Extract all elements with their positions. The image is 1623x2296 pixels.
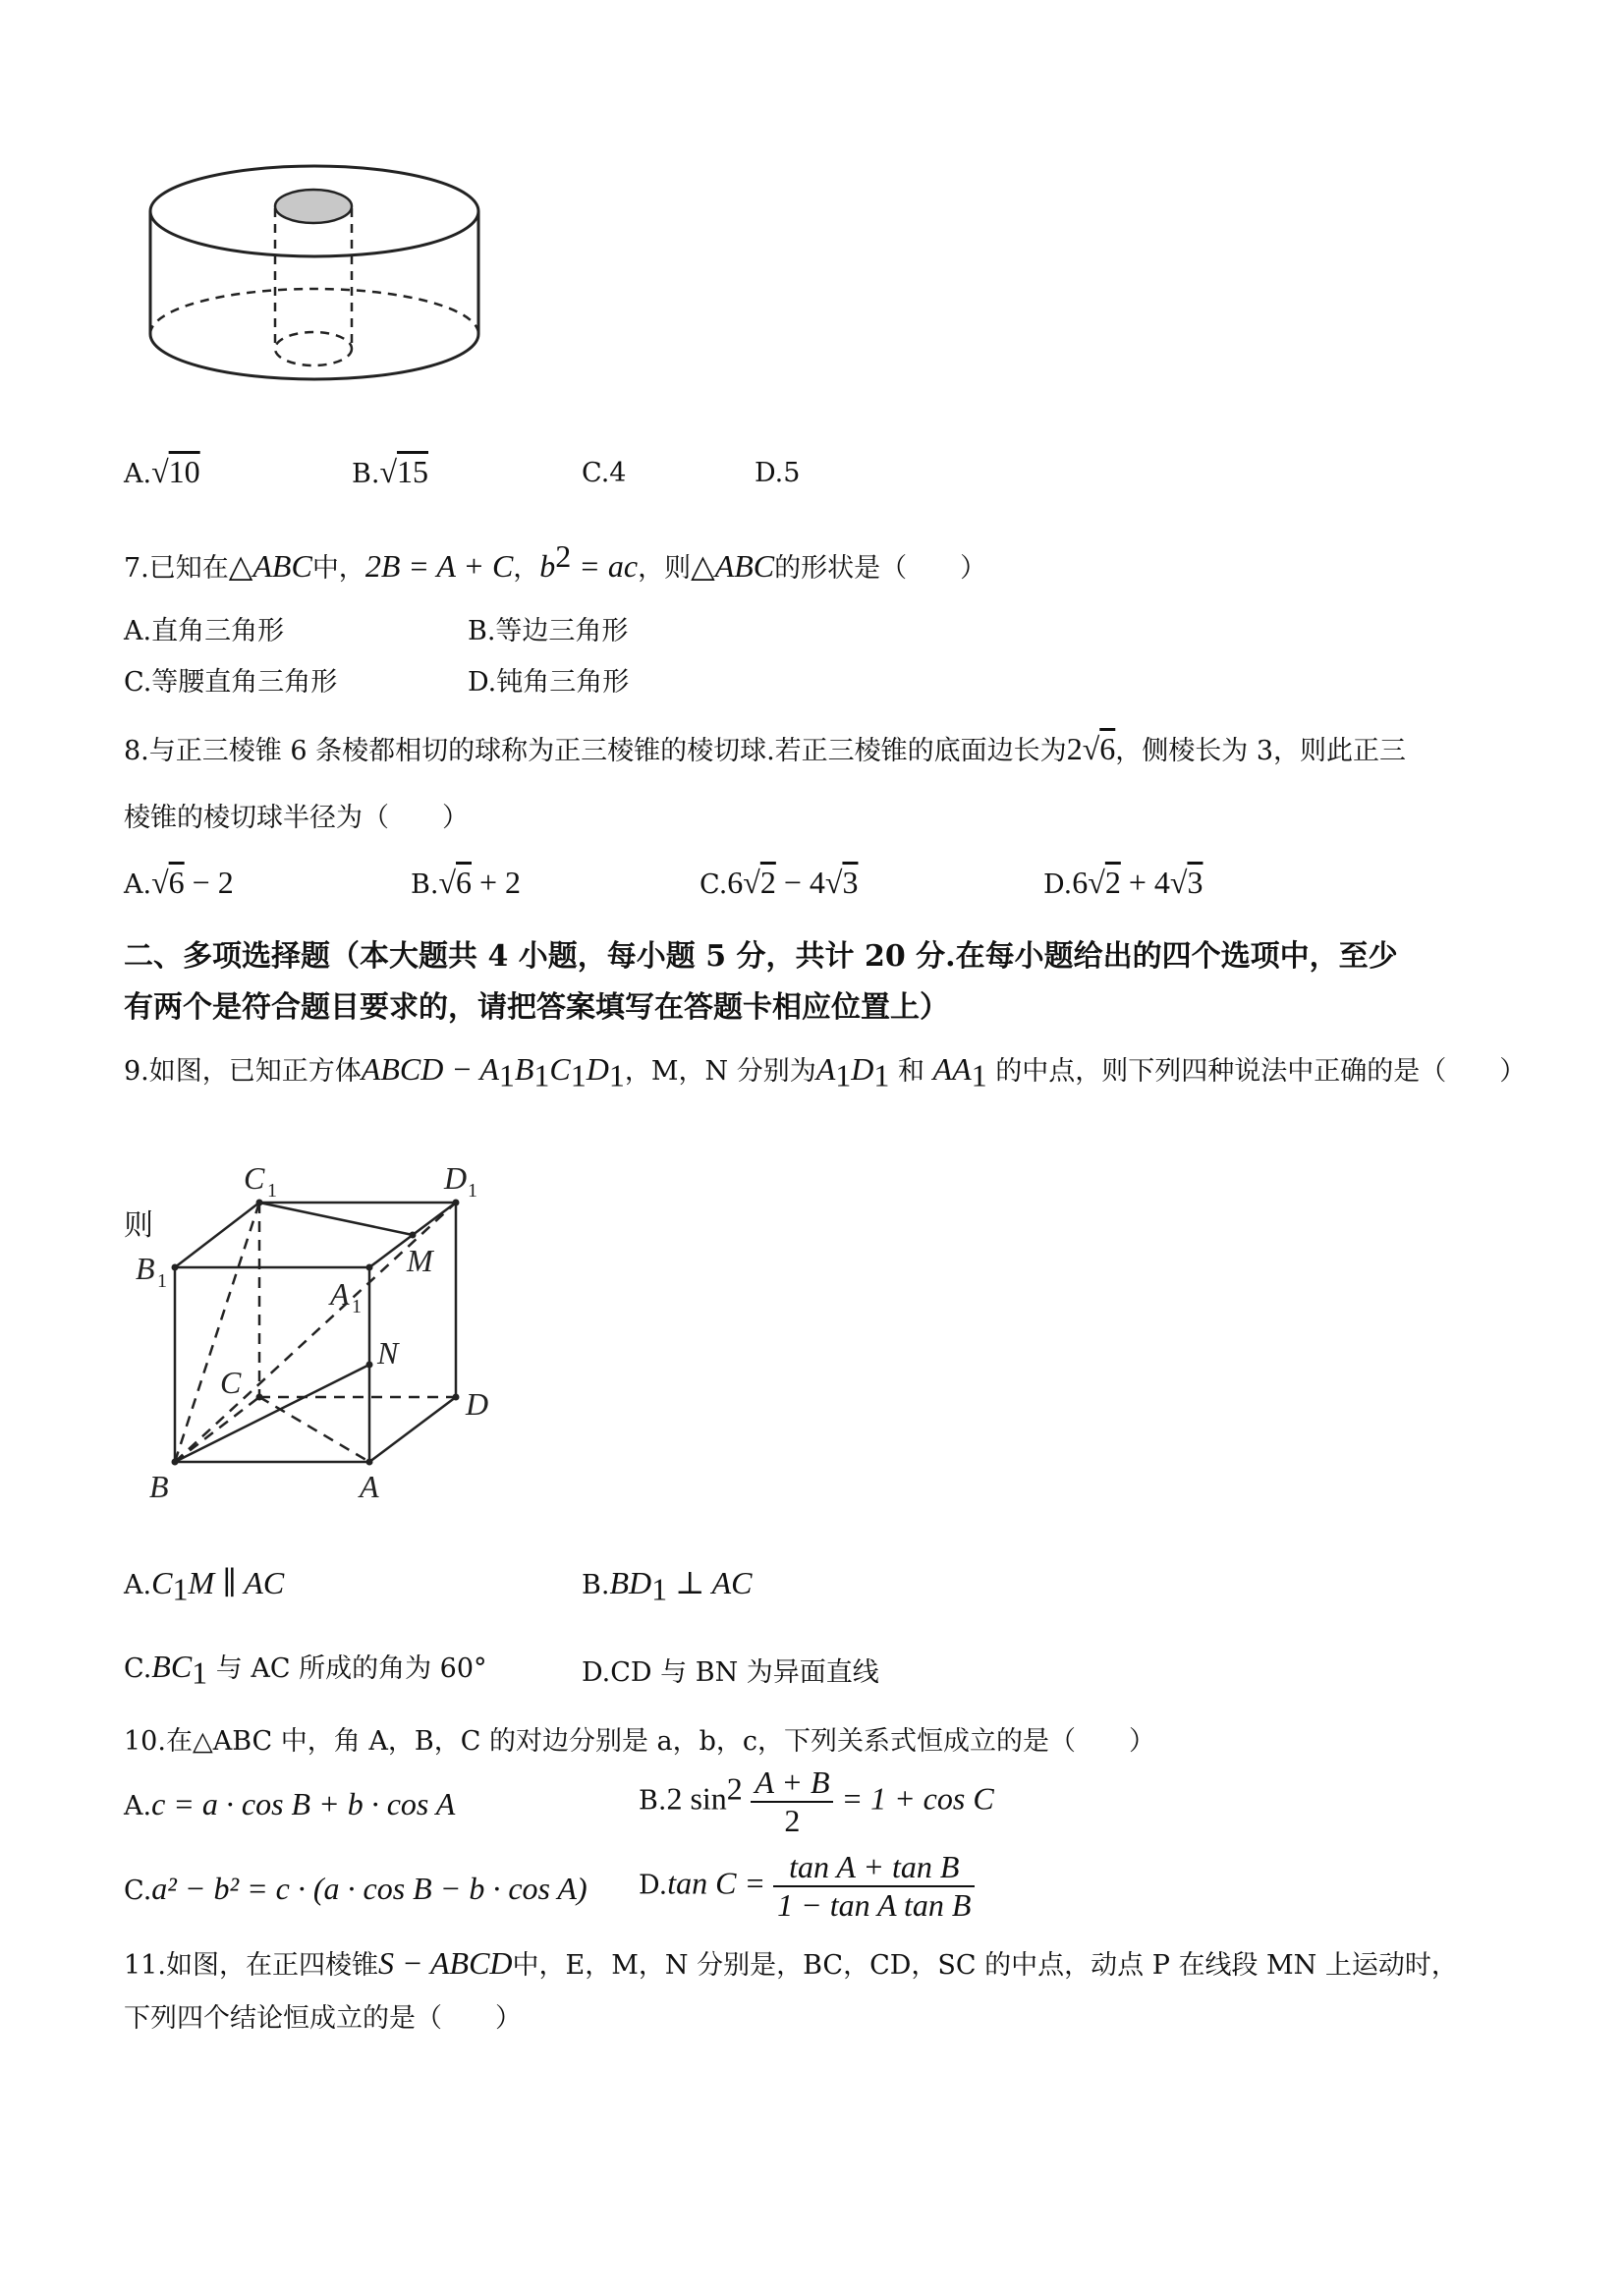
label-m: M xyxy=(407,1243,433,1278)
q9-option-a: $A.C_1M$ ∥ AC xyxy=(124,1565,285,1607)
q6-option-c: C.4 xyxy=(582,458,627,488)
q7-option-a: A.直角三角形 xyxy=(124,616,285,646)
q8-option-c: C.6√2 − 4√3 xyxy=(700,865,859,900)
label-d1: D xyxy=(444,1160,468,1196)
section2-heading-line2: 有两个是符合题目要求的，请把答案填写在答题卡相应位置上） xyxy=(124,990,949,1025)
q8-stem-line2: 棱锥的棱切球半径为（ ） xyxy=(124,803,469,833)
label-b1: B xyxy=(136,1251,155,1286)
q10-stem: 10.在△ABC 中，角 A，B，C 的对边分别是 a，b，c，下列关系式恒成立的是（ ） xyxy=(124,1726,1156,1757)
label-n: N xyxy=(377,1335,399,1371)
label-d: D xyxy=(466,1386,489,1422)
q8-option-d: D.6√2 + 4√3 xyxy=(1043,865,1203,900)
q11-stem-line2: 下列四个结论恒成立的是（ ） xyxy=(124,2003,522,2034)
q7-stem: 7.已知在△ABC中，2B = A + C，$b^2$ = ac，则△ABC的形状是（ ） xyxy=(124,538,987,584)
label-a1-sub: 1 xyxy=(352,1296,362,1317)
label-b: B xyxy=(149,1469,169,1504)
q9-option-b: $B.BD_1$ ⊥ AC xyxy=(582,1565,753,1607)
label-c1-sub: 1 xyxy=(267,1180,277,1202)
label-a1: A xyxy=(330,1276,350,1312)
cube-figure xyxy=(128,1149,521,1513)
label-c: C xyxy=(220,1365,242,1400)
q10-option-c: C.a² − b² = c · (a · cos B − b · cos A) xyxy=(124,1871,588,1906)
q6-option-b: B.√15 xyxy=(352,454,428,489)
section2-heading-line1: 二、多项选择题（本大题共 4 小题，每小题 5 分，共计 20 分.在每小题给出的四个选项中，至少 xyxy=(124,939,1398,974)
label-a: A xyxy=(360,1469,379,1504)
q9-stem: 9.如图，已知正方体ABCD − $A_1B_1C_1D_1$，M，N 分别为$A_1D_1$ 和 $AA_1$ 的中点，则下列四种说法中正确的是（ ） xyxy=(124,1051,1527,1093)
q10-option-b: B.2 $\sin^2$ $\frac{A + B}{2}$ = 1 + cos C xyxy=(639,1764,994,1838)
q9-option-c: $C.BC_1$ 与 AC 所成的角为 60° xyxy=(124,1649,487,1691)
q6-option-d: D.5 xyxy=(755,458,801,488)
q9-figure-note: 则 xyxy=(124,1208,153,1243)
q7-option-c: C.等腰直角三角形 xyxy=(124,667,338,698)
q10-option-a: A.c = a · cos B + b · cos A xyxy=(124,1786,456,1821)
label-d1-sub: 1 xyxy=(468,1180,477,1202)
q6-option-a: A.√10 xyxy=(124,454,200,489)
q7-option-b: B.等边三角形 xyxy=(468,616,629,646)
label-c1: C xyxy=(244,1160,265,1196)
q8-option-b: B.√6 + 2 xyxy=(411,865,522,900)
q10-option-d: D.tan C = $\frac{\text{tan A + tan B}}{\text{1 − tan A tan B}}$ xyxy=(639,1849,975,1924)
q11-stem-line1: 11.如图，在正四棱锥S − ABCD中，E，M，N 分别是，BC，CD，SC 的中点，动点 P 在线段 MN 上运动时， xyxy=(124,1945,1458,1981)
q8-stem-line1: 8.与正三棱锥 6 条棱都相切的球称为正三棱锥的棱切球.若正三棱锥的底面边长为2√6，侧棱长为 3，则此正三 xyxy=(124,731,1407,766)
q9-option-d: D.CD 与 BN 为异面直线 xyxy=(582,1657,879,1688)
label-b1-sub: 1 xyxy=(157,1270,167,1292)
q7-option-d: D.钝角三角形 xyxy=(468,667,630,698)
q8-option-a: A.√6 − 2 xyxy=(124,865,234,900)
cylinder-figure xyxy=(138,157,491,413)
